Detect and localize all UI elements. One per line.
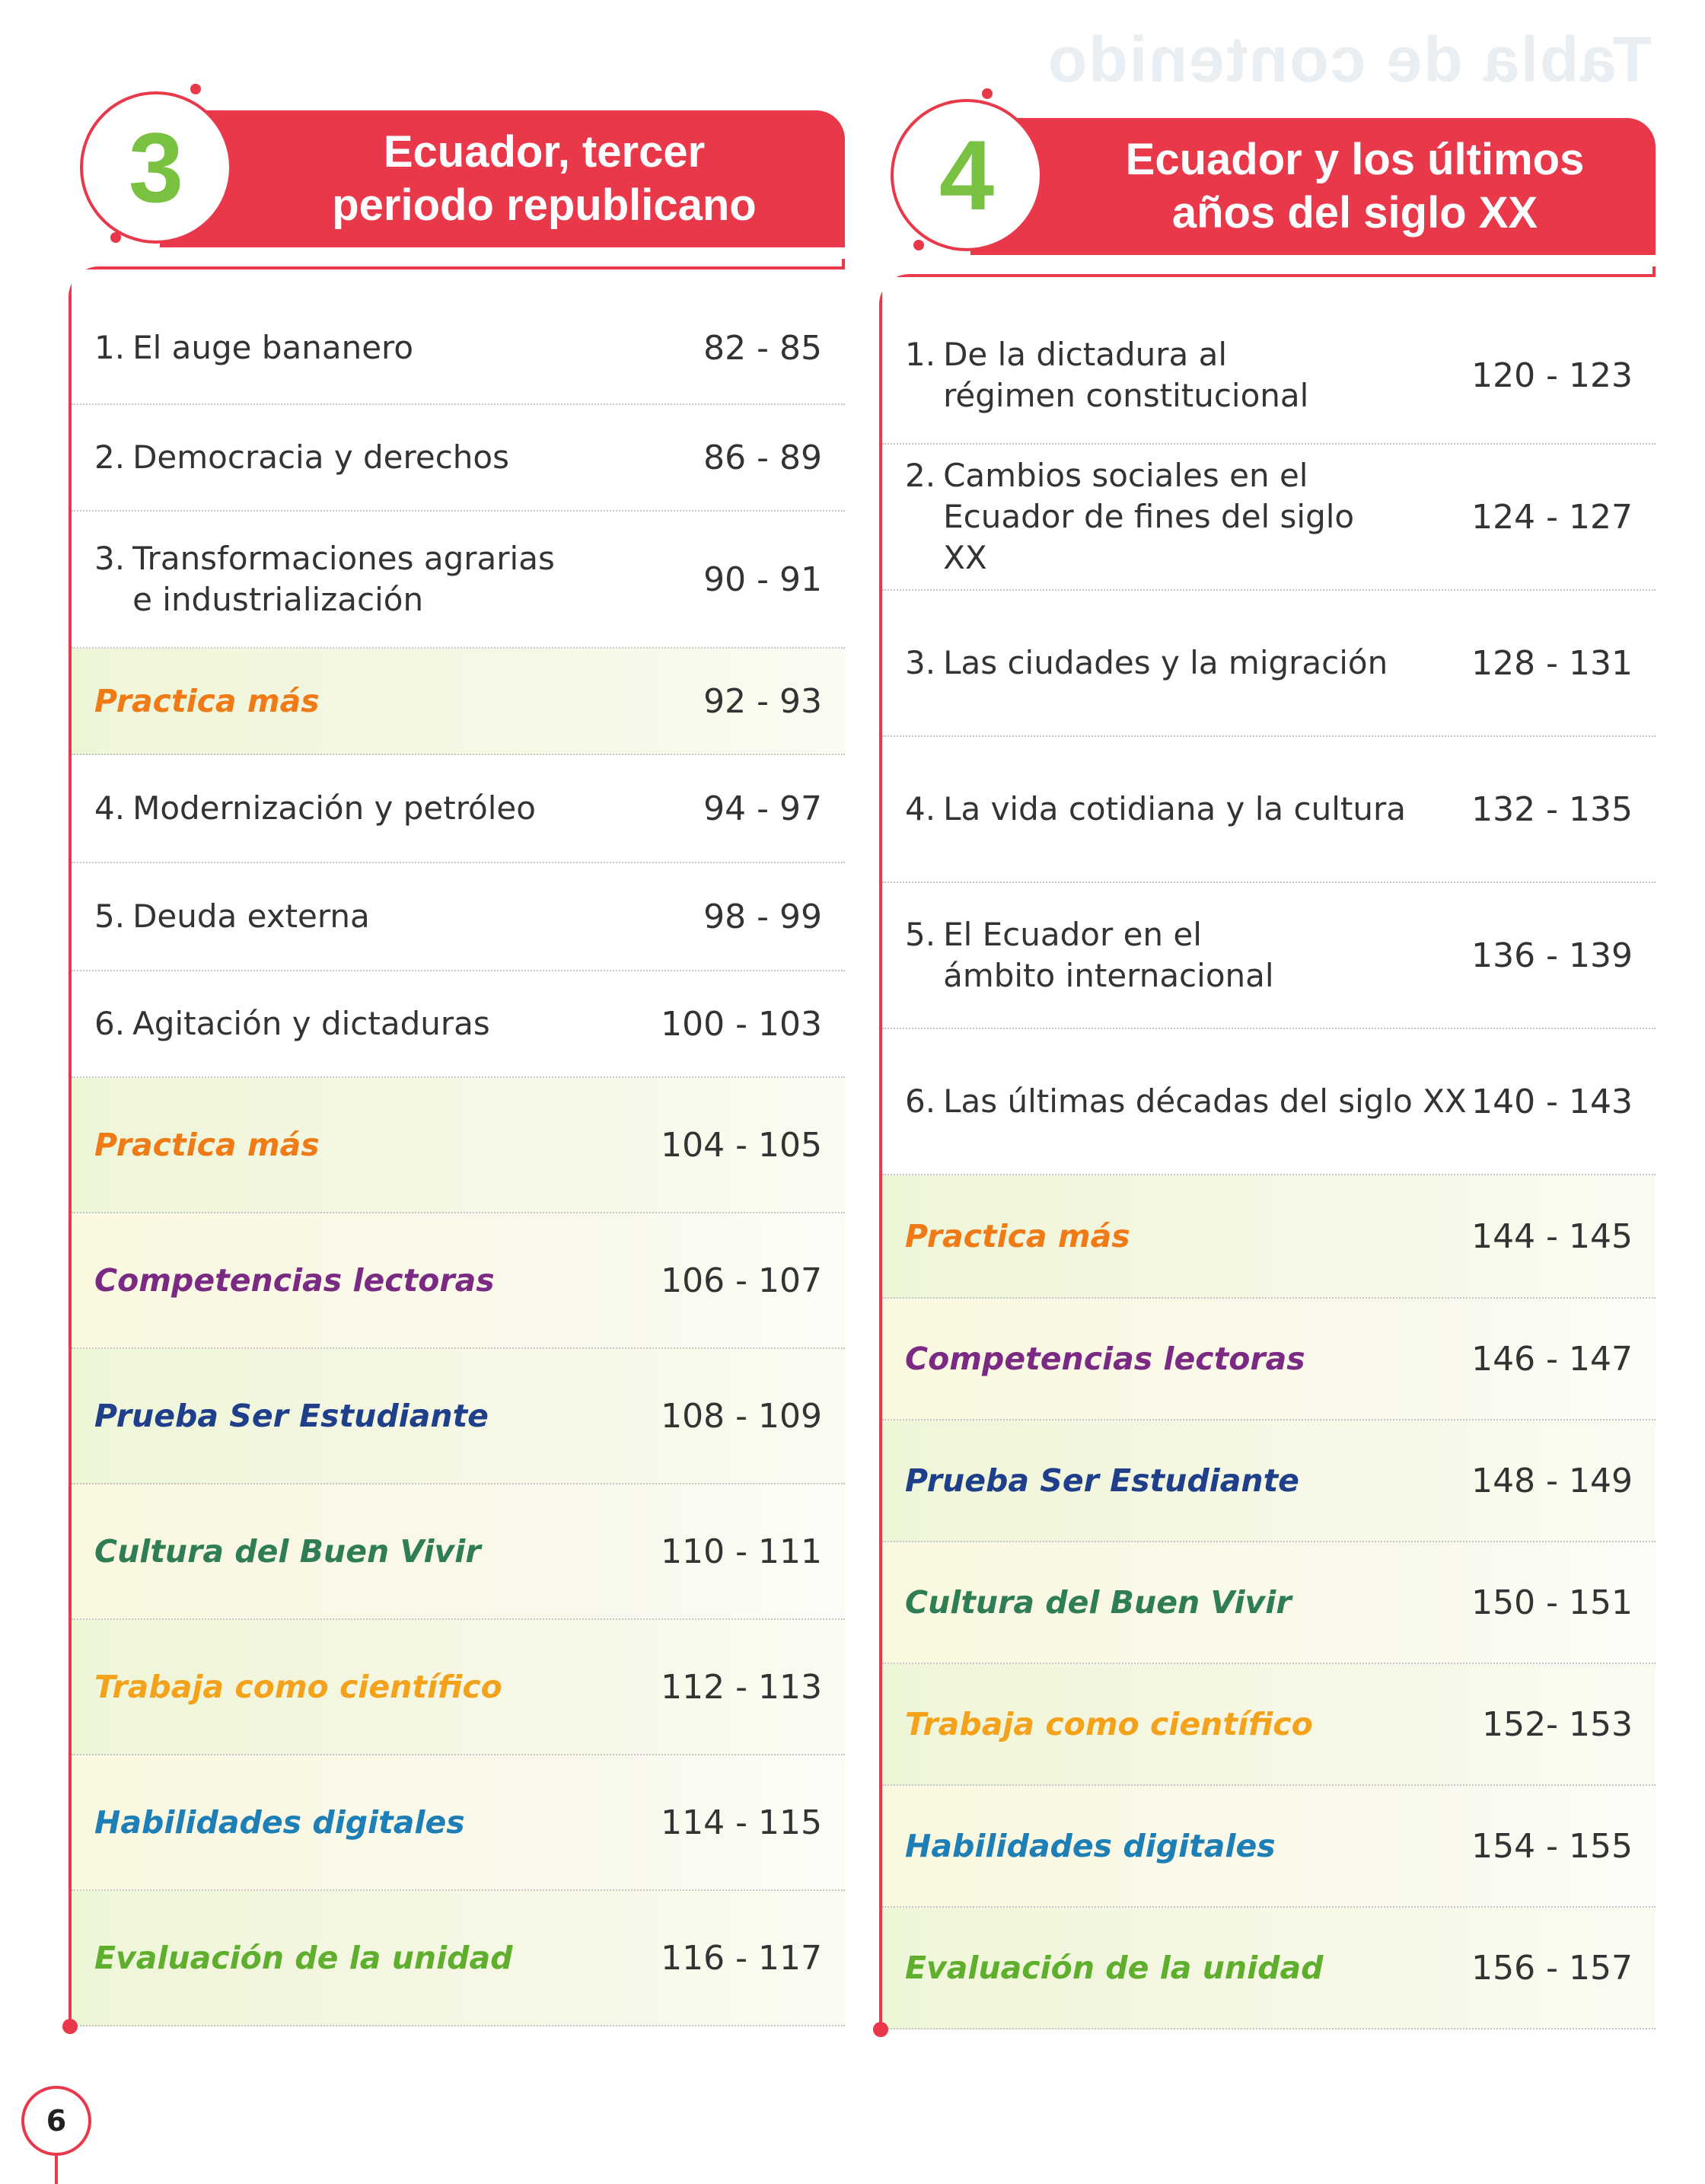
unit-3-column (69, 76, 845, 2026)
unit-4-title-line1: Ecuador y los últimos (1125, 135, 1585, 184)
toc-row-label: Modernización y petróleo (132, 789, 536, 827)
toc-row[interactable] (882, 1420, 1656, 1542)
toc-row-pages: 144 - 145 (1471, 1216, 1633, 1256)
toc-row-label: Transformaciones agrarias e industrialización (132, 540, 555, 618)
toc-row-label: Deuda externa (132, 898, 370, 935)
toc-row[interactable]: 4. La vida cotidiana y la cultura 132 - 135 (882, 737, 1656, 883)
toc-row[interactable]: 6. Agitación y dictaduras 100 - 103 (72, 971, 845, 1078)
toc-row-pages: 124 - 127 (1471, 497, 1633, 537)
toc-row-label: Habilidades digitales (905, 1828, 1276, 1864)
decor-dot (190, 84, 201, 94)
unit-4-column (879, 84, 1656, 2029)
toc-row-pages: 114 - 115 (661, 1803, 822, 1842)
toc-row[interactable] (72, 1349, 845, 1484)
toc-row-pages: 100 - 103 (661, 1004, 822, 1044)
toc-row-label: El Ecuador en el ámbito internacional (943, 916, 1274, 994)
toc-row-label: Democracia y derechos (132, 438, 509, 476)
toc-row-pages: 146 - 147 (1471, 1339, 1633, 1379)
toc-row[interactable] (72, 1213, 845, 1349)
toc-row[interactable] (882, 1908, 1656, 2029)
toc-row-pages: 94 - 97 (703, 789, 822, 828)
unit-3-toc (69, 266, 845, 2026)
toc-row-label: La vida cotidiana y la cultura (943, 790, 1406, 827)
toc-row[interactable]: 6. Las últimas décadas del siglo XX 140 - 143 (882, 1029, 1656, 1175)
toc-row-label: El auge bananero (132, 329, 414, 366)
toc-row-label: Practica más (94, 1127, 320, 1163)
toc-row[interactable]: 2. Cambios sociales en el Ecuador de fines del siglo XX 124 - 127 (882, 445, 1656, 591)
toc-row-label: Trabaja como científico (94, 1669, 502, 1705)
toc-row-label: Cultura del Buen Vivir (94, 1533, 481, 1570)
toc-row[interactable]: 1. El auge bananero 82 - 85 (72, 269, 845, 405)
toc-row[interactable]: 5. El Ecuador en el ámbito internacional 136 - 139 (882, 883, 1656, 1029)
toc-row-pages: 90 - 91 (703, 560, 822, 599)
toc-row-pages: 156 - 157 (1471, 1948, 1633, 1988)
toc-row-label: Practica más (94, 683, 320, 719)
toc-row-label: Las ciudades y la migración (943, 644, 1388, 681)
toc-row[interactable]: 1. De la dictadura al régimen constitucional 120 - 123 (882, 277, 1656, 445)
page-number-badge: 6 (21, 2086, 91, 2156)
toc-row[interactable] (72, 1484, 845, 1620)
toc-row-label: Evaluación de la unidad (94, 1940, 513, 1976)
unit-3-title-banner (160, 110, 845, 247)
toc-row-label: Agitación y dictaduras (132, 1005, 490, 1042)
toc-row[interactable]: 2. Democracia y derechos 86 - 89 (72, 405, 845, 512)
toc-row-label: Practica más (905, 1218, 1130, 1255)
toc-row-pages: 92 - 93 (703, 681, 822, 721)
toc-row[interactable]: 4. Modernización y petróleo 94 - 97 (72, 755, 845, 863)
toc-row[interactable] (882, 1175, 1656, 1299)
toc-row-pages: 104 - 105 (661, 1125, 822, 1165)
decor-dot (913, 240, 924, 250)
toc-row[interactable] (72, 649, 845, 755)
toc-row[interactable] (882, 1786, 1656, 1908)
toc-row-pages: 106 - 107 (661, 1261, 822, 1300)
toc-row[interactable] (882, 1542, 1656, 1664)
page-number-stem (55, 2156, 58, 2184)
toc-row-label: Habilidades digitales (94, 1804, 465, 1841)
unit-4-title-banner (970, 118, 1656, 255)
toc-row[interactable] (72, 1620, 845, 1755)
toc-row-pages: 132 - 135 (1471, 789, 1633, 829)
unit-4-title-line2: años del siglo XX (1171, 188, 1538, 238)
toc-row[interactable]: 3. Transformaciones agrarias e industrialización 90 - 91 (72, 512, 845, 649)
toc-row-pages: 154 - 155 (1471, 1826, 1633, 1866)
toc-row-pages: 120 - 123 (1471, 355, 1633, 395)
toc-row-pages: 136 - 139 (1471, 936, 1633, 975)
toc-row[interactable]: 5. Deuda externa 98 - 99 (72, 863, 845, 971)
toc-row-label: Prueba Ser Estudiante (905, 1462, 1299, 1499)
toc-row-pages: 140 - 143 (1471, 1082, 1633, 1121)
toc-row-pages: 86 - 89 (703, 438, 822, 477)
toc-row-label: Prueba Ser Estudiante (94, 1398, 489, 1434)
toc-row-pages: 148 - 149 (1471, 1461, 1633, 1500)
toc-row-pages: 108 - 109 (661, 1396, 822, 1436)
toc-row-label: Cambios sociales en el Ecuador de fines del siglo XX (943, 457, 1355, 576)
toc-row[interactable] (882, 1664, 1656, 1786)
toc-row-label: Competencias lectoras (94, 1262, 495, 1299)
unit-3-title-line1: Ecuador, tercer (383, 127, 706, 177)
toc-row[interactable] (72, 1891, 845, 2026)
toc-row-label: Competencias lectoras (905, 1341, 1305, 1377)
toc-row-pages: 150 - 151 (1471, 1583, 1633, 1622)
decor-dot (982, 88, 993, 99)
toc-row-label: Trabaja como científico (905, 1706, 1313, 1742)
decor-dot (110, 232, 121, 243)
unit-4-toc (879, 274, 1656, 2029)
toc-row-pages: 128 - 131 (1471, 643, 1633, 683)
unit-3-number-badge: 3 (80, 91, 232, 244)
unit-4-number-badge: 4 (891, 99, 1043, 251)
toc-row-pages: 82 - 85 (703, 328, 822, 368)
toc-row-pages: 98 - 99 (703, 897, 822, 936)
toc-row-label: Las últimas décadas del siglo XX (943, 1082, 1467, 1120)
toc-row-pages: 152- 153 (1482, 1704, 1633, 1744)
toc-row-pages: 110 - 111 (661, 1532, 822, 1571)
toc-row-label: Evaluación de la unidad (905, 1950, 1324, 1986)
toc-row[interactable] (72, 1755, 845, 1891)
toc-row-pages: 116 - 117 (661, 1938, 822, 1978)
unit-3-title-line2: periodo republicano (332, 180, 757, 230)
toc-row[interactable]: 3. Las ciudades y la migración 128 - 131 (882, 591, 1656, 737)
toc-row-pages: 112 - 113 (661, 1667, 822, 1707)
toc-row-label: Cultura del Buen Vivir (905, 1584, 1292, 1621)
toc-row-label: De la dictadura al régimen constitucional (943, 336, 1309, 414)
toc-row[interactable] (72, 1078, 845, 1213)
toc-row[interactable] (882, 1299, 1656, 1420)
ghost-page-title: Tabla de contenido (1046, 24, 1652, 95)
